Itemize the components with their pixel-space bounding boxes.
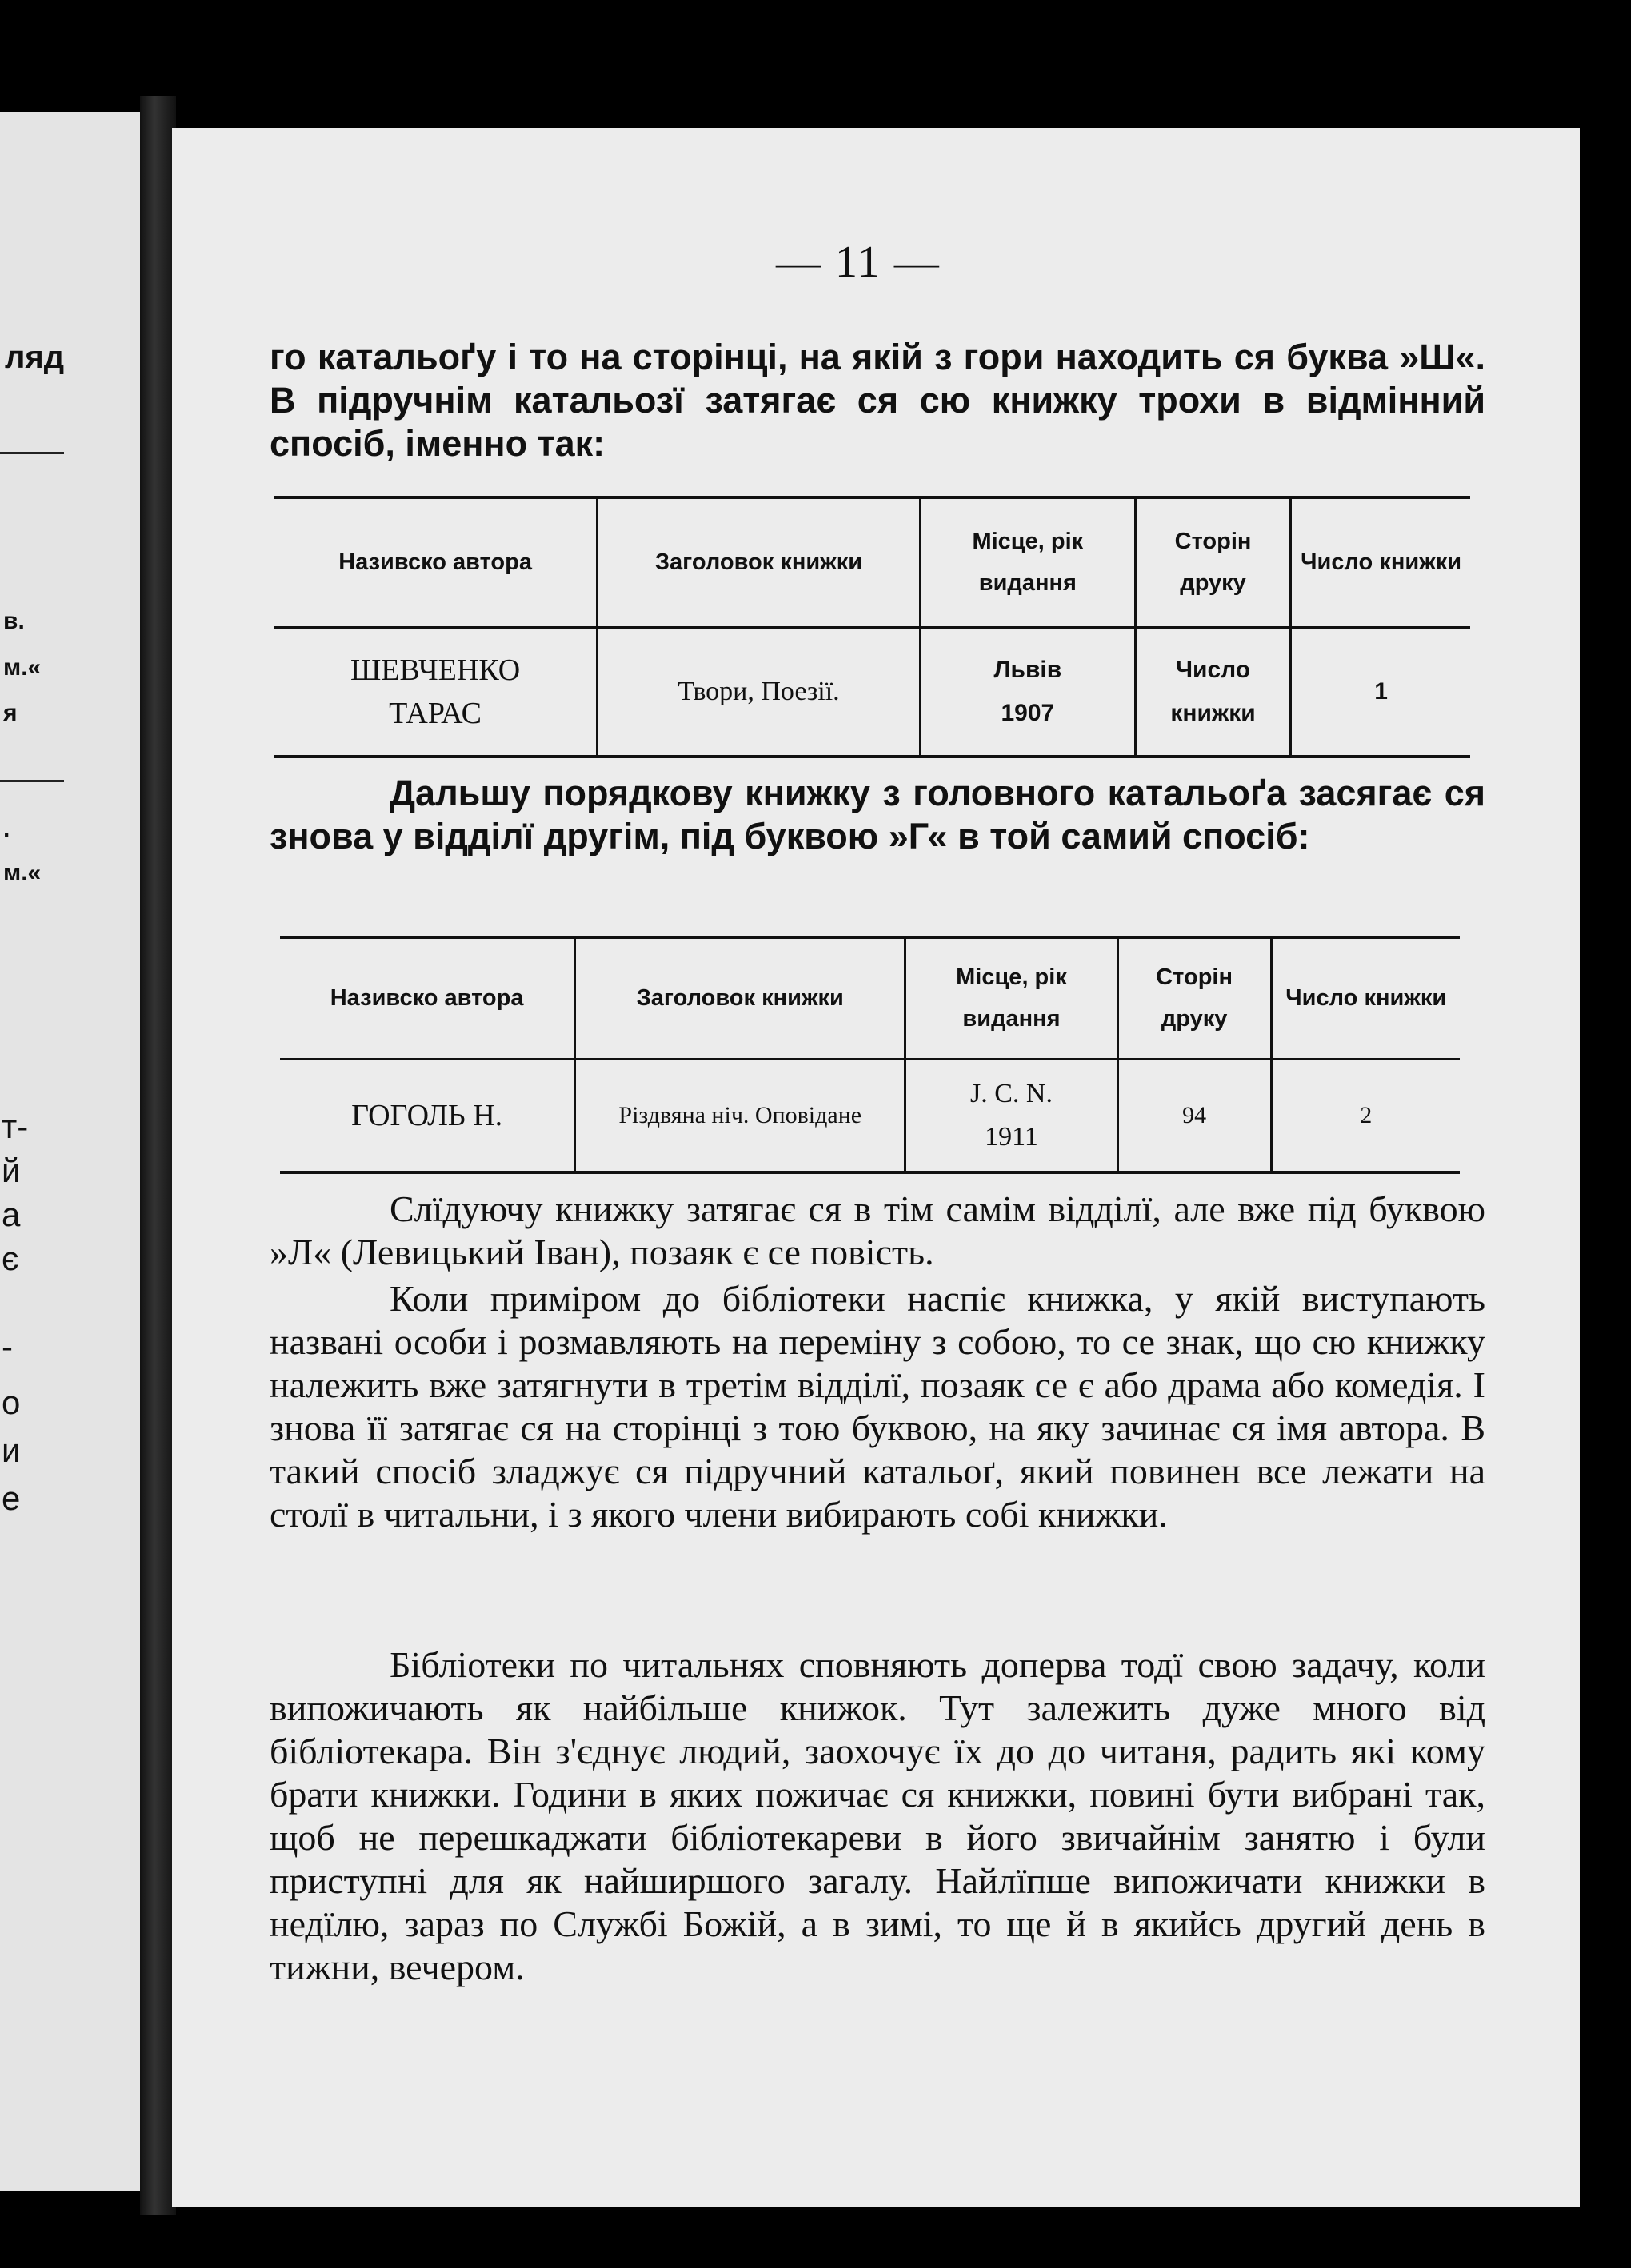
cell-title: Твори, Поезії. [598, 627, 921, 755]
table-row [274, 627, 1470, 755]
cell-place-year: J. C. N. 1911 [905, 1059, 1118, 1171]
left-fragment: я [3, 700, 18, 726]
left-rule [0, 780, 64, 782]
paragraph-4 [270, 1277, 1485, 1536]
header-author: Називско автора [280, 939, 575, 1059]
table-header-row [274, 499, 1470, 627]
left-rule [0, 452, 64, 454]
page-number: — 11 — [776, 238, 941, 287]
left-fragment: а [2, 1196, 21, 1233]
cell-author: ГОГОЛЬ Н. [351, 1098, 503, 1132]
left-fragment: е [2, 1479, 21, 1517]
paragraph-5 [270, 1643, 1485, 1989]
paragraph-text: Дальшу порядкову книжку з головного катальоґа засягає ся знова у відділї другім, під буквою »Г« в той самий спосіб: [270, 773, 1485, 856]
left-fragment: м.« [3, 654, 42, 681]
left-fragment: . [3, 816, 10, 842]
left-fragment: и [2, 1431, 21, 1469]
table-row [280, 1059, 1460, 1171]
left-page-edge [0, 112, 140, 2191]
cell-pages: 94 [1117, 1059, 1271, 1171]
paragraph-3 [270, 1188, 1485, 1274]
header-title: Заголовок книжки [598, 499, 921, 627]
paragraph-text: Слїдуючу книжку затягає ся в тім самім відділї, але вже під буквою »Л« (Левицький Іван), позаяк є се повість. [270, 1188, 1485, 1272]
header-author: Називско автора [274, 499, 598, 627]
left-fragment: й [2, 1152, 21, 1189]
header-pages: Сторін друку [1135, 499, 1290, 627]
cell-place-year: Львів 1907 [920, 627, 1135, 755]
paragraph-text: Коли приміром до бібліотеки наспіє книжка, у якій виступають названі особи і розмавляють на переміну з собою, то се знак, що сю книжку належить вже затягнути в третім відділї, позаяк се є або драма або комедія. І знова її затягає ся на сторінці з тою буквою, на яку зачинає ся імя автора. В такий спосіб зладжує ся підручний катальоґ, який повинен все лежати на столї в читальни, і з якого члени вибирають собі книжки. [270, 1278, 1485, 1535]
paragraph-2 [270, 772, 1485, 858]
left-fragment: в. [3, 608, 25, 634]
paragraph-text: го катальоґу і то на сторінці, на якій з гори находить ся буква »Ш«. В підручнім катальозї затягає ся сю книжку трохи в відмінний спосіб, іменно так: [270, 337, 1485, 464]
paragraph-1 [270, 336, 1485, 465]
cell-count: 1 [1291, 627, 1470, 755]
catalog-table-2 [280, 936, 1460, 1174]
left-fragment: - [2, 1328, 13, 1365]
cell-pages: Число книжки [1135, 627, 1290, 755]
cell-title: Різдвяна ніч. Оповідане [575, 1059, 905, 1171]
left-fragment: ляд [5, 340, 65, 375]
header-place-year: Місце, рік видання [920, 499, 1135, 627]
left-fragment: м.« [3, 860, 42, 886]
left-fragment: т- [2, 1108, 29, 1145]
table-header-row [280, 939, 1460, 1059]
header-count: Число книжки [1291, 499, 1470, 627]
cell-count: 2 [1271, 1059, 1460, 1171]
header-count: Число книжки [1271, 939, 1460, 1059]
book-gutter [140, 96, 176, 2215]
header-pages: Сторін друку [1117, 939, 1271, 1059]
left-fragment: є [2, 1240, 19, 1277]
header-title: Заголовок книжки [575, 939, 905, 1059]
left-fragment: о [2, 1384, 21, 1421]
catalog-table-1 [274, 496, 1470, 758]
paragraph-text: Бібліотеки по читальнях сповняють доперва тодї свою задачу, коли випожичають як найбільше книжок. Тут залежить дуже много від бібліотекара. Він з'єднує людий, заохочує їх до до читаня, радить які кому брати книжки. Години в яких пожичає ся книжки, повині бути вибрані так, щоб не перешкаджати бібліотекареви в його звичайнім занятю і були приступні для як найширшого загалу. Найлїпше випожичати книжки в недїлю, зараз по Службі Божій, а в зимі, то ще й в якийсь другий день в тижни, вечером. [270, 1644, 1485, 1987]
cell-author: ШЕВЧЕНКО ТАРАС [350, 653, 521, 730]
header-place-year: Місце, рік видання [905, 939, 1118, 1059]
